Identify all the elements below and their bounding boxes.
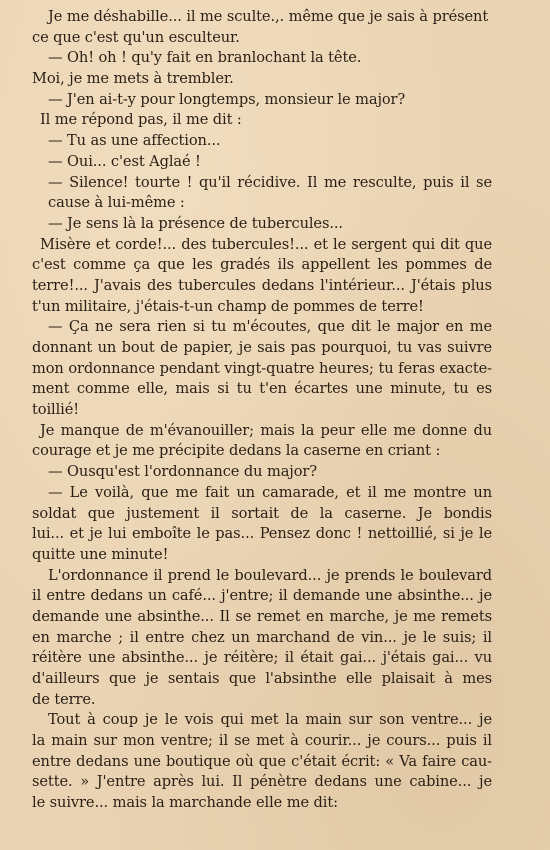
text-line: mon ordonnance pendant vingt-quatre heures; tu feras exacte- — [32, 359, 492, 377]
text-line: lui... et je lui emboîte le pas... Pensez donc ! nettoillié, si je le — [32, 525, 492, 543]
text-line: — Le voilà, que me fait un camarade, et il me montre un — [48, 483, 492, 501]
text-line: — Oh! oh ! qu'y fait en branlochant la tête. — [48, 49, 362, 67]
text-line: d'ailleurs que je sentais que l'absinthe elle plaisait à mes — [32, 670, 492, 687]
text-line: — Ça ne sera rien si tu m'écoutes, que dit le major en me — [48, 318, 492, 336]
text-line: soldat que justement il sortait de la caserne. Je bondis — [32, 504, 492, 522]
text-line: c'est comme ça que les gradés ils appellent les pommes de — [32, 256, 492, 274]
text-line: — Tu as une affection... — [48, 132, 221, 150]
text-line: donnant un bout de papier, je sais pas pourquoi, tu vas suivre — [32, 339, 492, 356]
text-line: terre!... J'avais des tubercules dedans l'intérieur... J'étais plus — [32, 276, 492, 294]
text-line: — Ousqu'est l'ordonnance du major? — [48, 463, 318, 481]
page-text — [32, 7, 492, 814]
text-line: L'ordonnance il prend le boulevard... je prends le boulevard — [48, 566, 492, 584]
text-line: entre dedans une boutique où que c'était écrit: « Va faire cau- — [32, 752, 492, 770]
text-line: — Je sens là la présence de tubercules... — [48, 214, 343, 232]
text-line: t'un militaire, j'étais-t-un champ de pommes de terre! — [32, 297, 424, 315]
text-line: la main sur mon ventre; il se met à courir... je cours... puis il — [32, 732, 492, 750]
text-line: il entre dedans un café... j'entre; il demande une absinthe... je — [32, 587, 492, 605]
text-line: Tout à coup je le vois qui met la main sur son ventre... je — [48, 711, 492, 729]
text-line: Misère et corde!... des tubercules!... et le sergent qui dit que — [40, 235, 492, 253]
text-line: Il me répond pas, il me dit : — [40, 111, 242, 129]
text-line: quitte une minute! — [32, 545, 169, 563]
text-line: Je me déshabille... il me sculte.,. même que je sais à présent — [48, 8, 489, 25]
text-line: — Silence! tourte ! qu'il récidive. Il me resculte, puis il se — [48, 173, 492, 191]
text-line: — Oui... c'est Aglaé ! — [48, 152, 201, 170]
text-line: en marche ; il entre chez un marchand de vin... je le suis; il — [32, 628, 492, 646]
text-line: Moi, je me mets à trembler. — [32, 70, 234, 88]
text-line: de terre. — [32, 690, 96, 708]
text-line: sette. » J'entre après lui. Il pénètre dedans une cabine... je — [32, 773, 492, 791]
text-line: réitère une absinthe... je réitère; il était gai... j'étais gai... vu — [32, 649, 492, 667]
text-line: courage et je me précipite dedans la caserne en criant : — [32, 442, 441, 460]
text-line: cause à lui-même : — [48, 194, 185, 212]
text-line: ce que c'est qu'un esculteur. — [32, 28, 240, 46]
text-line: demande une absinthe... Il se remet en marche, je me remets — [32, 607, 492, 625]
text-line: le suivre... mais la marchande elle me dit: — [32, 794, 338, 812]
text-line: ment comme elle, mais si tu t'en écartes une minute, tu es — [32, 380, 492, 398]
text-line: Je manque de m'évanouiller; mais la peur elle me donne du — [40, 421, 492, 439]
text-line: — J'en ai-t-y pour longtemps, monsieur le major? — [48, 90, 406, 108]
text-line: toillié! — [32, 401, 80, 419]
